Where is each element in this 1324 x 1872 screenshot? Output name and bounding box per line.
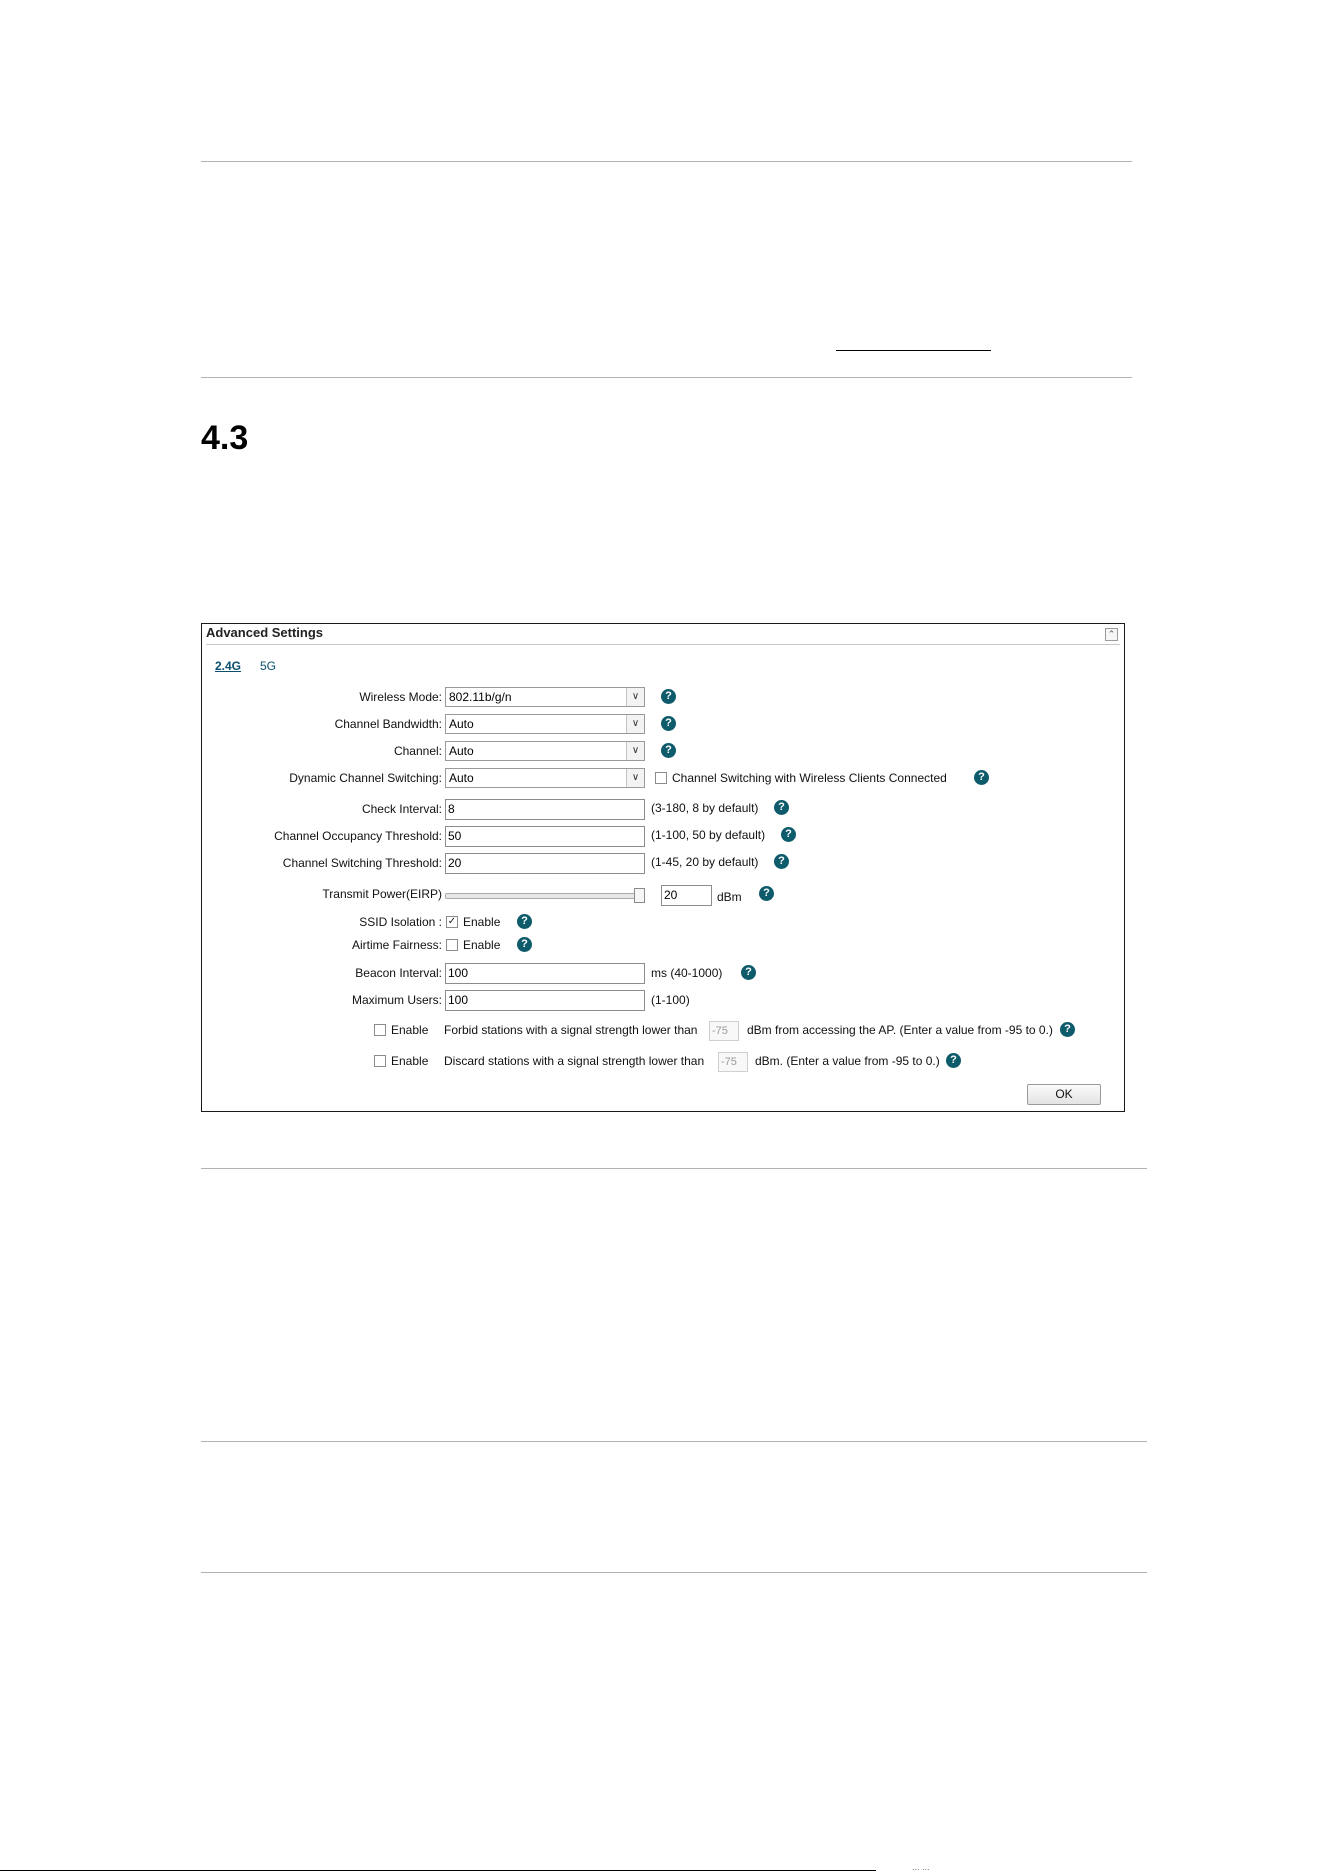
transmit-power-label: Transmit Power(EIRP) (322, 887, 442, 901)
help-icon[interactable]: ? (759, 886, 774, 901)
channel-switching-threshold-label: Channel Switching Threshold: (282, 856, 442, 870)
divider (201, 1441, 1147, 1442)
chevron-down-icon[interactable]: ∨ (626, 715, 644, 733)
chevron-down-icon[interactable]: ∨ (626, 769, 644, 787)
beacon-interval-input[interactable]: 100 (445, 963, 645, 984)
check-interval-label: Check Interval: (361, 802, 442, 816)
chevron-down-icon[interactable]: ∨ (626, 742, 644, 760)
ssid-isolation-enable-label: Enable (463, 915, 501, 929)
help-icon[interactable]: ? (741, 965, 756, 980)
airtime-fairness-label: Airtime Fairness: (351, 938, 442, 952)
wireless-mode-value: 802.11b/g/n (449, 690, 512, 704)
help-icon[interactable]: ? (661, 689, 676, 704)
help-icon[interactable]: ? (661, 716, 676, 731)
channel-occupancy-threshold-label: Channel Occupancy Threshold: (274, 829, 442, 843)
discard-stations-checkbox[interactable] (374, 1055, 386, 1067)
footer-rule (0, 1870, 876, 1871)
transmit-power-input[interactable]: 20 (661, 885, 712, 906)
help-icon[interactable]: ? (517, 914, 532, 929)
advanced-settings-panel (201, 623, 1125, 1112)
tab-2-4g[interactable]: 2.4G (215, 659, 242, 673)
channel-occupancy-threshold-input[interactable]: 50 (445, 826, 645, 847)
help-icon[interactable]: ? (517, 937, 532, 952)
divider (201, 1572, 1147, 1573)
forbid-stations-threshold-input[interactable]: -75 (709, 1021, 739, 1041)
divider (201, 1168, 1147, 1169)
help-icon[interactable]: ? (774, 854, 789, 869)
discard-stations-text-after: dBm. (Enter a value from -95 to 0.) (755, 1054, 940, 1068)
forbid-stations-text-after: dBm from accessing the AP. (Enter a value from -95 to 0.) (747, 1023, 1053, 1037)
help-icon[interactable]: ? (946, 1053, 961, 1068)
forbid-stations-enable-label: Enable (391, 1023, 429, 1037)
channel-bandwidth-value: Auto (449, 717, 474, 731)
top-divider (201, 161, 1132, 162)
help-icon[interactable]: ? (774, 800, 789, 815)
transmit-power-unit: dBm (717, 890, 742, 904)
maximum-users-hint: (1-100) (651, 993, 690, 1007)
discard-stations-enable-label: Enable (391, 1054, 429, 1068)
transmit-power-slider-handle[interactable] (634, 888, 645, 903)
ssid-isolation-checkbox[interactable]: ✓ (447, 916, 457, 927)
help-icon[interactable]: ? (1060, 1022, 1075, 1037)
channel-switching-clients-checkbox[interactable] (655, 772, 667, 784)
wireless-mode-select[interactable] (445, 687, 645, 707)
chevron-down-icon[interactable]: ∨ (626, 688, 644, 706)
channel-value: Auto (449, 744, 474, 758)
channel-bandwidth-label: Channel Bandwidth: (334, 717, 442, 731)
ok-button[interactable]: OK (1027, 1084, 1101, 1105)
discard-stations-text: Discard stations with a signal strength lower than (444, 1054, 705, 1068)
maximum-users-input[interactable]: 100 (445, 990, 645, 1011)
maximum-users-label: Maximum Users: (351, 993, 442, 1007)
tab-5g[interactable]: 5G (260, 659, 277, 673)
channel-select[interactable] (445, 741, 645, 761)
footer-text: ... ... (912, 1862, 930, 1872)
channel-label: Channel: (393, 744, 442, 758)
dynamic-channel-switching-select[interactable] (445, 768, 645, 788)
collapse-icon[interactable]: ⌃ (1105, 628, 1118, 641)
channel-switching-threshold-hint: (1-45, 20 by default) (651, 855, 759, 869)
forbid-stations-checkbox[interactable] (374, 1024, 386, 1036)
ssid-isolation-label: SSID Isolation : (359, 915, 442, 929)
dynamic-channel-switching-value: Auto (449, 771, 474, 785)
dynamic-channel-switching-label: Dynamic Channel Switching: (289, 771, 442, 785)
discard-stations-threshold-input[interactable]: -75 (718, 1052, 748, 1072)
check-interval-hint: (3-180, 8 by default) (651, 801, 759, 815)
beacon-interval-label: Beacon Interval: (355, 966, 442, 980)
wireless-mode-label: Wireless Mode: (359, 690, 442, 704)
channel-switching-threshold-input[interactable]: 20 (445, 853, 645, 874)
section-number: 4.3 (201, 419, 249, 457)
help-icon[interactable]: ? (781, 827, 796, 842)
divider (201, 377, 1132, 378)
airtime-fairness-enable-label: Enable (463, 938, 501, 952)
link-underline (836, 350, 991, 351)
forbid-stations-text: Forbid stations with a signal strength lower than (444, 1023, 698, 1037)
help-icon[interactable]: ? (974, 770, 989, 785)
beacon-interval-hint: ms (40-1000) (651, 966, 723, 980)
transmit-power-slider[interactable] (445, 893, 645, 899)
check-interval-input[interactable]: 8 (445, 799, 645, 820)
channel-occupancy-threshold-hint: (1-100, 50 by default) (651, 828, 766, 842)
help-icon[interactable]: ? (661, 743, 676, 758)
airtime-fairness-checkbox[interactable] (446, 939, 458, 951)
panel-title: Advanced Settings (206, 625, 324, 640)
channel-switching-clients-label: Channel Switching with Wireless Clients Connected (672, 771, 947, 785)
channel-bandwidth-select[interactable] (445, 714, 645, 734)
panel-title-divider (206, 644, 1120, 645)
